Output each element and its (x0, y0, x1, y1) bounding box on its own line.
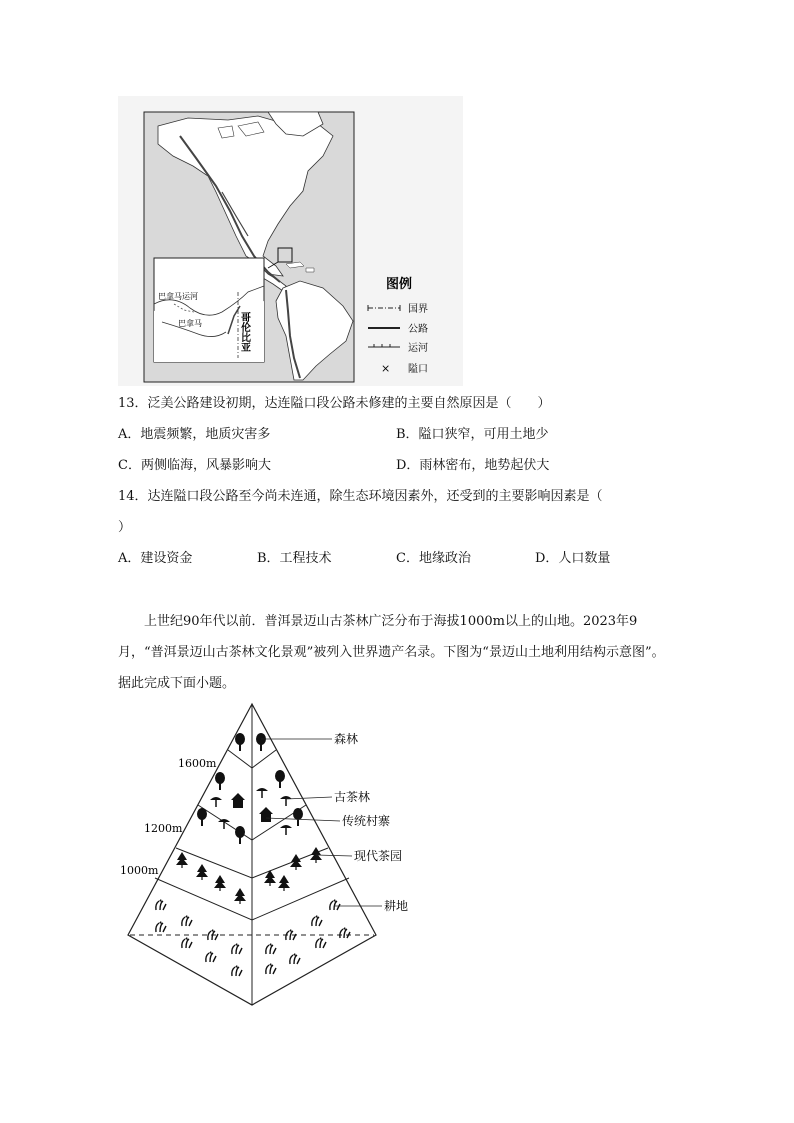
question-13-option-a[interactable]: A．地震频繁，地质灾害多 (118, 427, 271, 442)
question-14-option-c[interactable]: C．地缘政治 (396, 551, 471, 566)
americas-map (118, 96, 463, 386)
label-modern-tea-garden: 现代茶园 (354, 849, 403, 863)
inset-label-panama: 巴拿马 (178, 319, 202, 328)
americas-map-figure (118, 96, 463, 386)
question-13-stem: 13．泛美公路建设初期，达连隘口段公路未修建的主要自然原因是（ ） (118, 396, 551, 411)
question-14-stem-line1: 14．达连隘口段公路至今尚未连通，除生态环境因素外，还受到的主要影响因素是（ (118, 489, 603, 504)
elevation-label-1000: 1000m (120, 864, 159, 877)
inset-label-colombia: 哥伦比亚 (238, 312, 250, 352)
land-use-pyramid-figure (120, 700, 420, 1010)
label-forest: 森林 (334, 732, 359, 746)
label-traditional-village: 传统村寨 (342, 814, 391, 828)
elevation-label-1600: 1600m (178, 757, 217, 770)
legend-title: 图例 (386, 277, 413, 292)
question-14-option-d[interactable]: D．人口数量 (535, 551, 611, 566)
question-13-option-d[interactable]: D．雨林密布，地势起伏大 (396, 458, 550, 473)
label-farmland: 耕地 (384, 899, 409, 913)
question-13-option-b[interactable]: B．隘口狭窄，可用土地少 (396, 427, 549, 442)
legend-label-canal: 运河 (408, 343, 428, 354)
legend-pass-symbol: × (381, 362, 391, 375)
question-13-option-c[interactable]: C．两侧临海，风暴影响大 (118, 458, 271, 473)
label-ancient-tea-forest: 古茶林 (334, 790, 371, 804)
elevation-label-1200: 1200m (144, 822, 183, 835)
question-14-option-a[interactable]: A．建设资金 (118, 551, 193, 566)
legend-label-border: 国界 (408, 304, 428, 315)
land-use-pyramid (120, 700, 420, 1010)
inset-label-canal: 巴拿马运河 (158, 292, 198, 301)
question-14-option-b[interactable]: B．工程技术 (257, 551, 332, 566)
legend-label-road: 公路 (408, 324, 428, 335)
reading-passage: 上世纪90年代以前．普洱景迈山古茶林广泛分布于海拔1000m以上的山地。2023年9月，“普洱景迈山古茶林文化景观”被列入世界遗产名录。下图为“景迈山土地利用结构示意图”。据此完成下面小题。 (118, 614, 665, 691)
legend-label-pass: 隘口 (408, 364, 428, 375)
question-14-stem-line2: ） (118, 520, 132, 535)
